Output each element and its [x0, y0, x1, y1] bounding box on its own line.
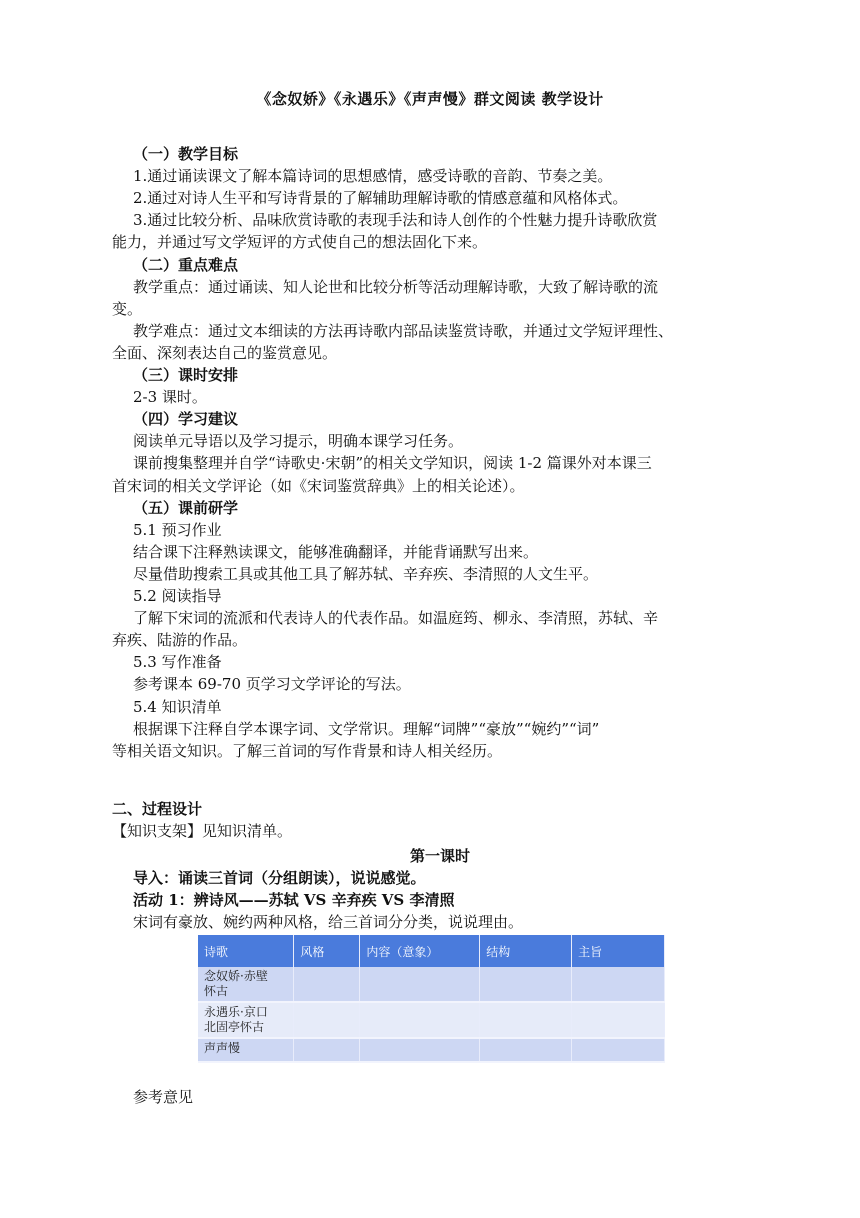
table-header-cell: 结构 — [480, 935, 572, 967]
text-line: 2.通过对诗人生平和写诗背景的了解辅助理解诗歌的情感意蕴和风格体式。 — [133, 189, 628, 207]
table-row — [198, 1002, 665, 1038]
task-line: 宋词有豪放、婉约两种风格，给三首词分分类，说说理由。 — [133, 913, 524, 931]
table-header-row — [198, 935, 665, 967]
intro-line: 导入：诵读三首词（分组朗读），说说感觉。 — [133, 869, 426, 887]
table-cell — [360, 1002, 480, 1038]
table-row — [198, 1038, 665, 1062]
text-line: 5.2 阅读指导 — [133, 587, 222, 605]
text-line: 根据课下注释自学本课字词、文学常识。理解“词牌”“豪放”“婉约”“词” — [133, 720, 600, 738]
text-line: 弃疾、陆游的作品。 — [112, 631, 248, 649]
table-cell — [480, 1002, 572, 1038]
text-line: 等相关语文知识。了解三首词的写作背景和诗人相关经历。 — [112, 742, 503, 760]
text-line: 变。 — [112, 300, 143, 318]
table-cell — [572, 1002, 665, 1038]
subsection-heading: （五）课前研学 — [133, 499, 239, 517]
table-cell — [294, 967, 360, 1002]
table-cell — [480, 1038, 572, 1062]
text-line: 结合课下注释熟读课文，能够准确翻译，并能背诵默写出来。 — [133, 543, 539, 561]
text-line: 3.通过比较分析、品味欣赏诗歌的表现手法和诗人创作的个性魅力提升诗歌欣赏 — [133, 211, 658, 229]
document-title: 《念奴娇》《永遇乐》《声声慢》群文阅读 教学设计 — [256, 90, 604, 108]
table-header-cell: 风格 — [294, 935, 360, 967]
table-row — [198, 967, 665, 1002]
table-cell — [360, 967, 480, 1002]
table-header-cell: 诗歌 — [198, 935, 294, 967]
text-line: 尽量借助搜索工具或其他工具了解苏轼、辛弃疾、李清照的人文生平。 — [133, 565, 599, 583]
table-cell — [294, 1038, 360, 1062]
table-header-cell: 内容（意象） — [360, 935, 480, 967]
text-line: 全面、深刻表达自己的鉴赏意见。 — [112, 344, 338, 362]
text-line: 2-3 课时。 — [133, 388, 207, 406]
text-line: 5.4 知识清单 — [133, 698, 222, 716]
text-line: 教学难点：通过文本细读的方法再诗歌内部品读鉴赏诗歌，并通过文学短评理性、 — [133, 322, 674, 340]
classification-table — [198, 935, 665, 1063]
section-heading: 二、过程设计 — [112, 800, 203, 818]
text-line: 5.3 写作准备 — [133, 653, 222, 671]
text-line: 教学重点：通过诵读、知人论世和比较分析等活动理解诗歌，大致了解诗歌的流 — [133, 278, 659, 296]
text-line: 1.通过诵读课文了解本篇诗词的思想感情，感受诗歌的音韵、节奏之美。 — [133, 167, 613, 185]
subsection-heading: （三）课时安排 — [133, 366, 239, 384]
table-cell — [572, 1038, 665, 1062]
text-line: 阅读单元导语以及学习提示，明确本课学习任务。 — [133, 432, 464, 450]
activity-line: 活动 1：辨诗风——苏轼 VS 辛弃疾 VS 李清照 — [133, 891, 455, 909]
reference-label: 参考意见 — [133, 1088, 194, 1106]
text-line: 首宋词的相关文学评论（如《宋词鉴赏辞典》上的相关论述）。 — [112, 477, 525, 495]
text-line: 课前搜集整理并自学“诗歌史·宋朝”的相关文学知识，阅读 1-2 篇课外对本课三 — [133, 454, 652, 472]
lesson-title: 第一课时 — [409, 847, 470, 865]
poem-name-cell: 声声慢 — [198, 1038, 294, 1062]
text-line: 了解下宋词的流派和代表诗人的代表作品。如温庭筠、柳永、李清照，苏轼、辛 — [133, 609, 659, 627]
text-line: 能力，并通过写文学短评的方式使自己的想法固化下来。 — [112, 233, 488, 251]
table-header-cell: 主旨 — [572, 935, 665, 967]
subsection-heading: （四）学习建议 — [133, 410, 239, 428]
table-cell — [572, 967, 665, 1002]
text-line: 5.1 预习作业 — [133, 521, 222, 539]
subsection-heading: （一）教学目标 — [133, 145, 239, 163]
subsection-heading: （二）重点难点 — [133, 256, 239, 274]
poem-name-cell: 永遇乐·京口 北固亭怀古 — [198, 1002, 294, 1038]
table-cell — [294, 1002, 360, 1038]
text-line: 参考课本 69-70 页学习文学评论的写法。 — [133, 675, 411, 693]
table-cell — [480, 967, 572, 1002]
table-cell — [360, 1038, 480, 1062]
framework-note: 【知识支架】见知识清单。 — [112, 822, 293, 840]
poem-name-cell: 念奴娇·赤壁 怀古 — [198, 967, 294, 1002]
